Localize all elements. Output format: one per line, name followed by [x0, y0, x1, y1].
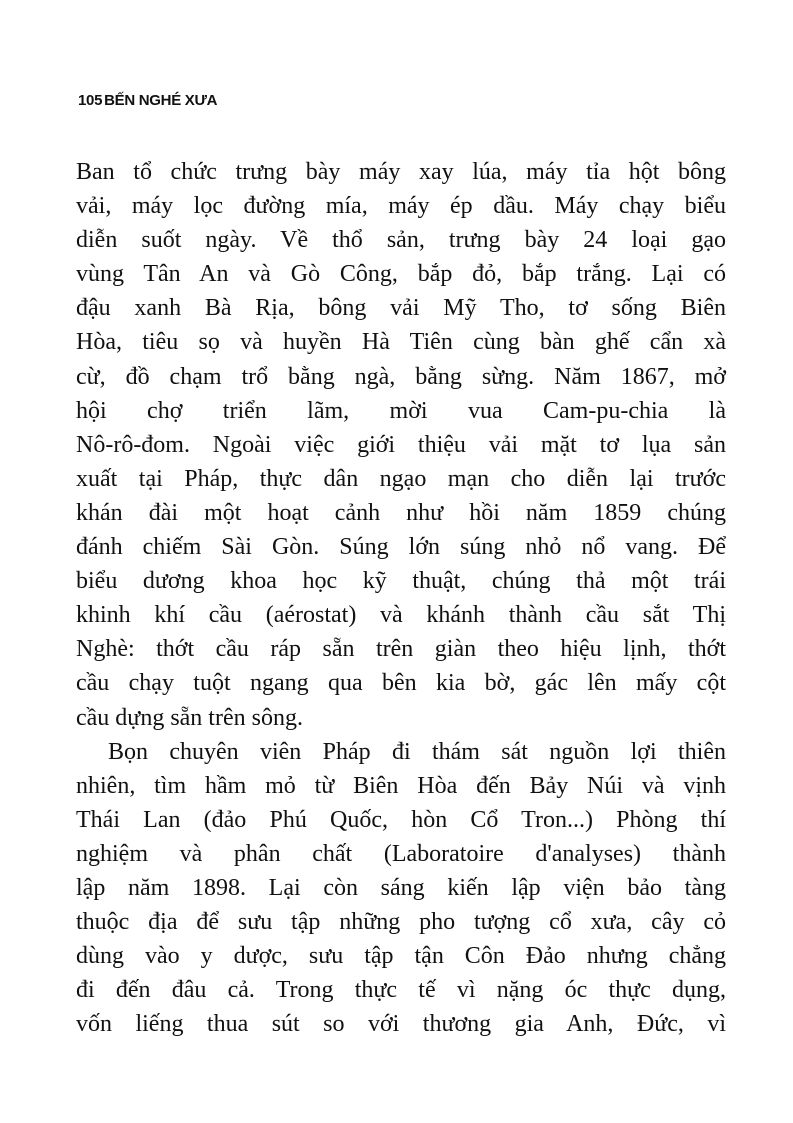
text-line: biểu dương khoa học kỹ thuật, chúng thả một trái [76, 568, 726, 595]
text-line: thuộc địa để sưu tập những pho tượng cổ xưa, cây cỏ [76, 909, 726, 936]
text-line: vùng Tân An và Gò Công, bắp đỏ, bắp trắng. Lại có [76, 261, 726, 288]
paragraph-2 [76, 735, 726, 1042]
text-line: Bọn chuyên viên Pháp đi thám sát nguồn lợi thiên [108, 738, 726, 765]
text-line: khinh khí cầu (aérostat) và khánh thành cầu sắt Thị [76, 602, 726, 629]
text-line: cầu chạy tuột ngang qua bên kia bờ, gác lên mấy cột [76, 670, 726, 697]
text-line: cừ, đồ chạm trổ bằng ngà, bằng sừng. Năm 1867, mở [76, 363, 726, 390]
page-number: 105 [78, 92, 103, 109]
text-line: dùng vào y dược, sưu tập tận Côn Đảo nhưng chẳng [76, 943, 726, 970]
text-line: vải, máy lọc đường mía, máy ép dầu. Máy chạy biểu [76, 193, 726, 220]
text-line: vốn liếng thua sút so với thương gia Anh, Đức, vì [76, 1011, 726, 1038]
text-line: lập năm 1898. Lại còn sáng kiến lập viện bảo tàng [76, 874, 726, 901]
paragraph-1 [76, 155, 726, 735]
text-line: Ban tổ chức trưng bày máy xay lúa, máy tỉa hột bông [76, 159, 726, 185]
running-header [78, 92, 217, 109]
text-line: xuất tại Pháp, thực dân ngạo mạn cho diễn lại trước [76, 465, 726, 492]
text-line: nhiên, tìm hầm mỏ từ Biên Hòa đến Bảy Núi và vịnh [76, 772, 726, 799]
running-title: BẾN NGHÉ XƯA [104, 92, 218, 109]
text-line: Nghè: thớt cầu ráp sẵn trên giàn theo hiệu lịnh, thớt [76, 636, 726, 663]
text-line: cầu dựng sẵn trên sông. [76, 704, 303, 731]
text-line: Nô-rô-đom. Ngoài việc giới thiệu vải mặt tơ lụa sản [76, 431, 726, 458]
body-text [76, 155, 726, 1041]
text-line: đi đến đâu cả. Trong thực tế vì nặng óc thực dụng, [76, 977, 726, 1004]
text-line: khán đài một hoạt cảnh như hồi năm 1859 chúng [76, 499, 726, 526]
text-line: diễn suốt ngày. Về thổ sản, trưng bày 24 loại gạo [76, 227, 726, 254]
text-line: đánh chiếm Sài Gòn. Súng lớn súng nhỏ nổ vang. Để [76, 534, 726, 561]
text-line: Thái Lan (đảo Phú Quốc, hòn Cổ Tron...) Phòng thí [76, 806, 726, 833]
text-line: Hòa, tiêu sọ và huyền Hà Tiên cùng bàn ghế cẩn xà [76, 329, 726, 356]
text-line: nghiệm và phân chất (Laboratoire d'analyses) thành [76, 840, 726, 867]
text-line: đậu xanh Bà Rịa, bông vải Mỹ Tho, tơ sống Biên [76, 295, 726, 322]
text-line: hội chợ triển lãm, mời vua Cam-pu-chia là [76, 397, 726, 424]
